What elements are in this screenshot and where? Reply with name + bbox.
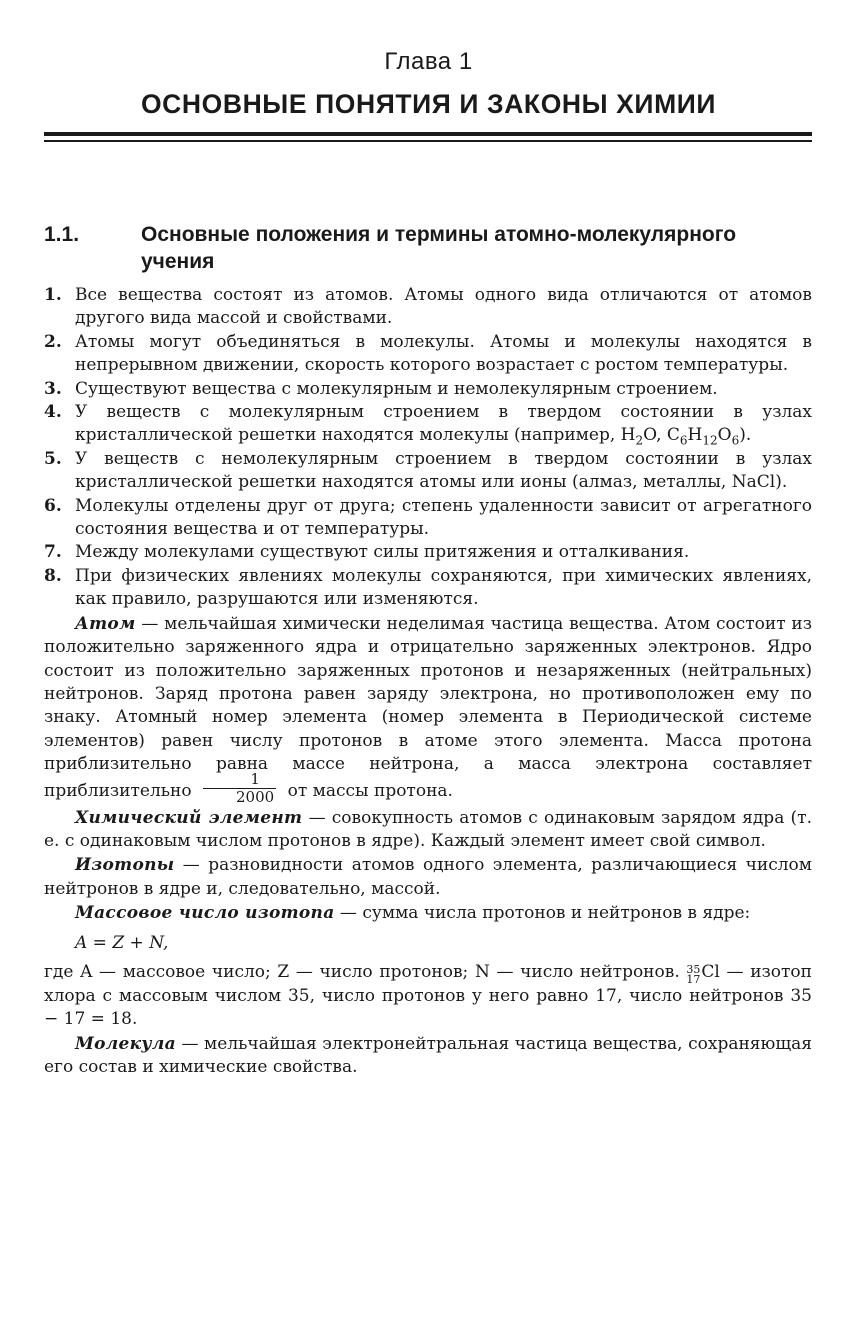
- list-item: 4. У веществ с молекулярным строением в твердом состоянии в узлах кристаллической решетки находятся молекулы (например, $H_2O$, $C_6H_{12}O_6$).: [44, 402, 812, 448]
- list-item-number: 8.: [44, 565, 62, 586]
- list-item-number: 1.: [44, 285, 62, 305]
- element-definition: Химический элемент — совокупность атомов с одинаковым зарядом ядра (т. е. с одинаковым числом протонов в ядре). Каждый элемент имеет свой символ.: [44, 807, 812, 851]
- list-item: [44, 565, 812, 612]
- formula-glucose: $C_6H_{12}O_6$: [666, 425, 740, 448]
- atom-definition: Атом — мельчайшая химически неделимая частица вещества. Атом состоит из положительно заряженного ядра и отрицательно заряженных электронов. Ядро состоит из положительно заряженных протонов и незаряженных (нейтральных) нейтронов. Заряд протона равен заряду электрона, но противоположен ему по знаку. Атомный номер элемента (номер элемента в Периодической системе элементов) равен числу протонов в атоме этого элемента. Масса протона приблизительно равна массе нейтрона, а масса электрона составляет приблизительно $\frac{1}{2000}$ от массы протона.: [44, 613, 812, 806]
- list-item-text: У веществ с молекулярным строением в твердом состоянии в узлах кристаллической решетки находятся молекулы (например,: [75, 402, 812, 446]
- list-item-text: Существуют вещества с молекулярным и немолекулярным строением.: [75, 378, 718, 399]
- list-item-number: 3.: [44, 378, 62, 399]
- section-number: 1.1.: [44, 223, 80, 246]
- list-item-text: Между молекулами существуют силы притяжения и отталкивания.: [75, 542, 690, 563]
- term-atom: Атом: [75, 613, 136, 634]
- formula-explanation: где A — массовое число; Z — число протонов; N — число нейтронов. 35 17 Cl — изотоп хлора с массовым числом 35, число протонов у него равно 17, число нейтронов 35 − 17 = 18.: [44, 961, 812, 1030]
- list-item: [44, 495, 812, 542]
- term-isotopes: Изотопы: [75, 855, 175, 876]
- chapter-rule-thin: [44, 140, 812, 142]
- list-item: [44, 331, 812, 378]
- postulate-list: [44, 284, 812, 612]
- list-item-text: Молекулы отделены друг от друга; степень удаленности зависит от агрегатного состояния вещества и от температуры.: [75, 495, 812, 540]
- mass-number-definition: Массовое число изотопа — сумма числа протонов и нейтронов в ядре:: [75, 903, 751, 924]
- molecule-definition: Молекула — мельчайшая электронейтральная частица вещества, сохраняющая его состав и химические свойства.: [44, 1033, 812, 1078]
- list-item-text: У веществ с немолекулярным строением в твердом состоянии в узлах кристаллической решетки находятся атомы или ионы (алмаз, металлы, NaCl).: [75, 448, 812, 493]
- list-item: [44, 448, 812, 495]
- mass-number-formula: A = Z + N,: [75, 932, 169, 953]
- isotope-notation: 35 17: [686, 962, 701, 986]
- chapter-title: ОСНОВНЫЕ ПОНЯТИЯ И ЗАКОНЫ ХИМИИ: [140, 89, 717, 119]
- list-item-number: 7.: [44, 542, 62, 563]
- isotope-definition: Изотопы — разновидности атомов одного элемента, различающиеся числом нейтронов в ядре и, следовательно, массой.: [44, 855, 812, 899]
- chapter-label: Глава 1: [384, 48, 473, 75]
- term-molecule: Молекула: [75, 1033, 176, 1054]
- term-mass-number: Массовое число изотопа: [75, 903, 335, 924]
- formula-water: $H_2O$,: [620, 425, 667, 448]
- list-item: [44, 378, 812, 401]
- list-item: [44, 284, 812, 331]
- list-item-text: При физических явлениях молекулы сохраняются, при химических явлениях, как правило, разрушаются или изменяются.: [75, 565, 812, 610]
- list-item-number: 6.: [44, 495, 62, 516]
- fraction: $\frac{1}{2000}$: [203, 771, 276, 806]
- list-item-text: Атомы могут объединяться в молекулы. Атомы и молекулы находятся в непрерывном движении, скорость которого возрастает с ростом температуры.: [75, 331, 812, 376]
- list-item-text: Все вещества состоят из атомов. Атомы одного вида отличаются от атомов другого вида массой и свойствами.: [75, 285, 812, 329]
- list-item-number: 5.: [44, 448, 62, 469]
- section-title: Основные положения и термины атомно-молекулярного учения: [141, 223, 737, 273]
- term-element: Химический элемент: [75, 807, 303, 828]
- page-body: [44, 284, 812, 1080]
- chapter-rule-thick: [44, 132, 812, 136]
- list-item-number: 4.: [44, 402, 62, 423]
- list-item: [44, 541, 812, 564]
- list-item-number: 2.: [44, 331, 62, 352]
